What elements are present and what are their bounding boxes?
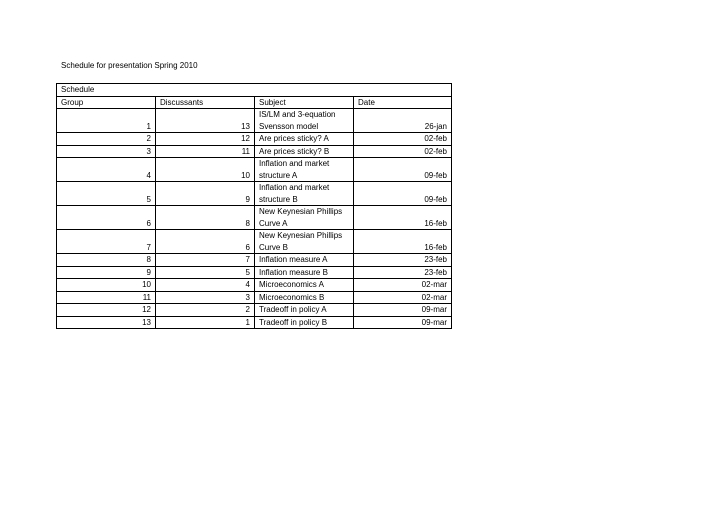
- table-row: [57, 206, 452, 230]
- discussants-cell: 5: [156, 266, 255, 279]
- subject-line: Curve B: [259, 242, 288, 252]
- header-group: Group: [57, 96, 156, 109]
- subject-line: New Keynesian Phillips: [259, 207, 343, 216]
- date-cell: 23-feb: [354, 266, 452, 279]
- date-cell: 09-mar: [354, 316, 452, 329]
- subject-line: Inflation measure A: [259, 255, 328, 264]
- table-row: [57, 230, 452, 254]
- table-row: [57, 158, 452, 182]
- date-cell: 16-feb: [354, 230, 452, 254]
- discussants-cell: 9: [156, 182, 255, 206]
- discussants-cell: 1: [156, 316, 255, 329]
- schedule-table: [56, 83, 452, 329]
- subject-line: Tradeoff in policy B: [259, 317, 328, 327]
- date-cell: 09-feb: [354, 158, 452, 182]
- subject-line: New Keynesian Phillips: [259, 231, 343, 240]
- subject-cell: [255, 291, 354, 304]
- table-row: [57, 145, 452, 158]
- discussants-cell: 12: [156, 133, 255, 146]
- table-row: [57, 182, 452, 206]
- discussants-cell: 8: [156, 206, 255, 230]
- subject-line: Are prices sticky? A: [259, 134, 329, 143]
- table-row: [57, 304, 452, 317]
- group-cell: 4: [57, 158, 156, 182]
- subject-cell: [255, 230, 354, 254]
- discussants-cell: 6: [156, 230, 255, 254]
- subject-cell: [255, 316, 354, 329]
- table-row: [57, 109, 452, 133]
- header-date: Date: [354, 96, 452, 109]
- group-cell: 1: [57, 109, 156, 133]
- table-caption-row: [57, 84, 452, 97]
- subject-line: Microeconomics A: [259, 280, 324, 289]
- table-row: [57, 316, 452, 329]
- date-cell: 23-feb: [354, 254, 452, 267]
- document-title: Schedule for presentation Spring 2010: [61, 61, 198, 70]
- header-subject: Subject: [255, 96, 354, 109]
- group-cell: 13: [57, 316, 156, 329]
- table-row: [57, 133, 452, 146]
- table-row: [57, 254, 452, 267]
- discussants-cell: 4: [156, 279, 255, 292]
- group-cell: 12: [57, 304, 156, 317]
- table-caption: Schedule: [57, 84, 156, 97]
- discussants-cell: 3: [156, 291, 255, 304]
- subject-cell: [255, 254, 354, 267]
- header-discussants: Discussants: [156, 96, 255, 109]
- group-cell: 11: [57, 291, 156, 304]
- discussants-cell: 13: [156, 109, 255, 133]
- discussants-cell: 11: [156, 145, 255, 158]
- table-header-row: [57, 96, 452, 109]
- subject-line: IS/LM and 3-equation: [259, 110, 336, 119]
- subject-cell: [255, 266, 354, 279]
- discussants-cell: 10: [156, 158, 255, 182]
- group-cell: 6: [57, 206, 156, 230]
- schedule-table-body: [57, 84, 452, 329]
- date-cell: 09-mar: [354, 304, 452, 317]
- date-cell: 02-mar: [354, 291, 452, 304]
- subject-cell: [255, 206, 354, 230]
- subject-cell: [255, 182, 354, 206]
- subject-cell: [255, 158, 354, 182]
- group-cell: 7: [57, 230, 156, 254]
- subject-line: Inflation and market: [259, 183, 330, 192]
- date-cell: 02-feb: [354, 133, 452, 146]
- subject-cell: [255, 133, 354, 146]
- subject-cell: [255, 109, 354, 133]
- discussants-cell: 2: [156, 304, 255, 317]
- subject-cell: [255, 145, 354, 158]
- subject-line: Microeconomics B: [259, 292, 325, 302]
- subject-line: Tradeoff in policy A: [259, 305, 327, 314]
- group-cell: 2: [57, 133, 156, 146]
- group-cell: 3: [57, 145, 156, 158]
- date-cell: 02-feb: [354, 145, 452, 158]
- subject-line: Are prices sticky? B: [259, 146, 330, 156]
- subject-line: Svensson model: [259, 121, 319, 131]
- subject-line: Inflation measure B: [259, 267, 328, 277]
- date-cell: 02-mar: [354, 279, 452, 292]
- date-cell: 26-jan: [354, 109, 452, 133]
- subject-line: Curve A: [259, 218, 288, 228]
- group-cell: 5: [57, 182, 156, 206]
- group-cell: 8: [57, 254, 156, 267]
- subject-line: Inflation and market: [259, 159, 330, 168]
- subject-line: structure B: [259, 194, 298, 204]
- subject-line: structure A: [259, 170, 298, 180]
- group-cell: 10: [57, 279, 156, 292]
- date-cell: 09-feb: [354, 182, 452, 206]
- table-row: [57, 291, 452, 304]
- group-cell: 9: [57, 266, 156, 279]
- table-row: [57, 266, 452, 279]
- discussants-cell: 7: [156, 254, 255, 267]
- subject-cell: [255, 304, 354, 317]
- date-cell: 16-feb: [354, 206, 452, 230]
- subject-cell: [255, 279, 354, 292]
- table-row: [57, 279, 452, 292]
